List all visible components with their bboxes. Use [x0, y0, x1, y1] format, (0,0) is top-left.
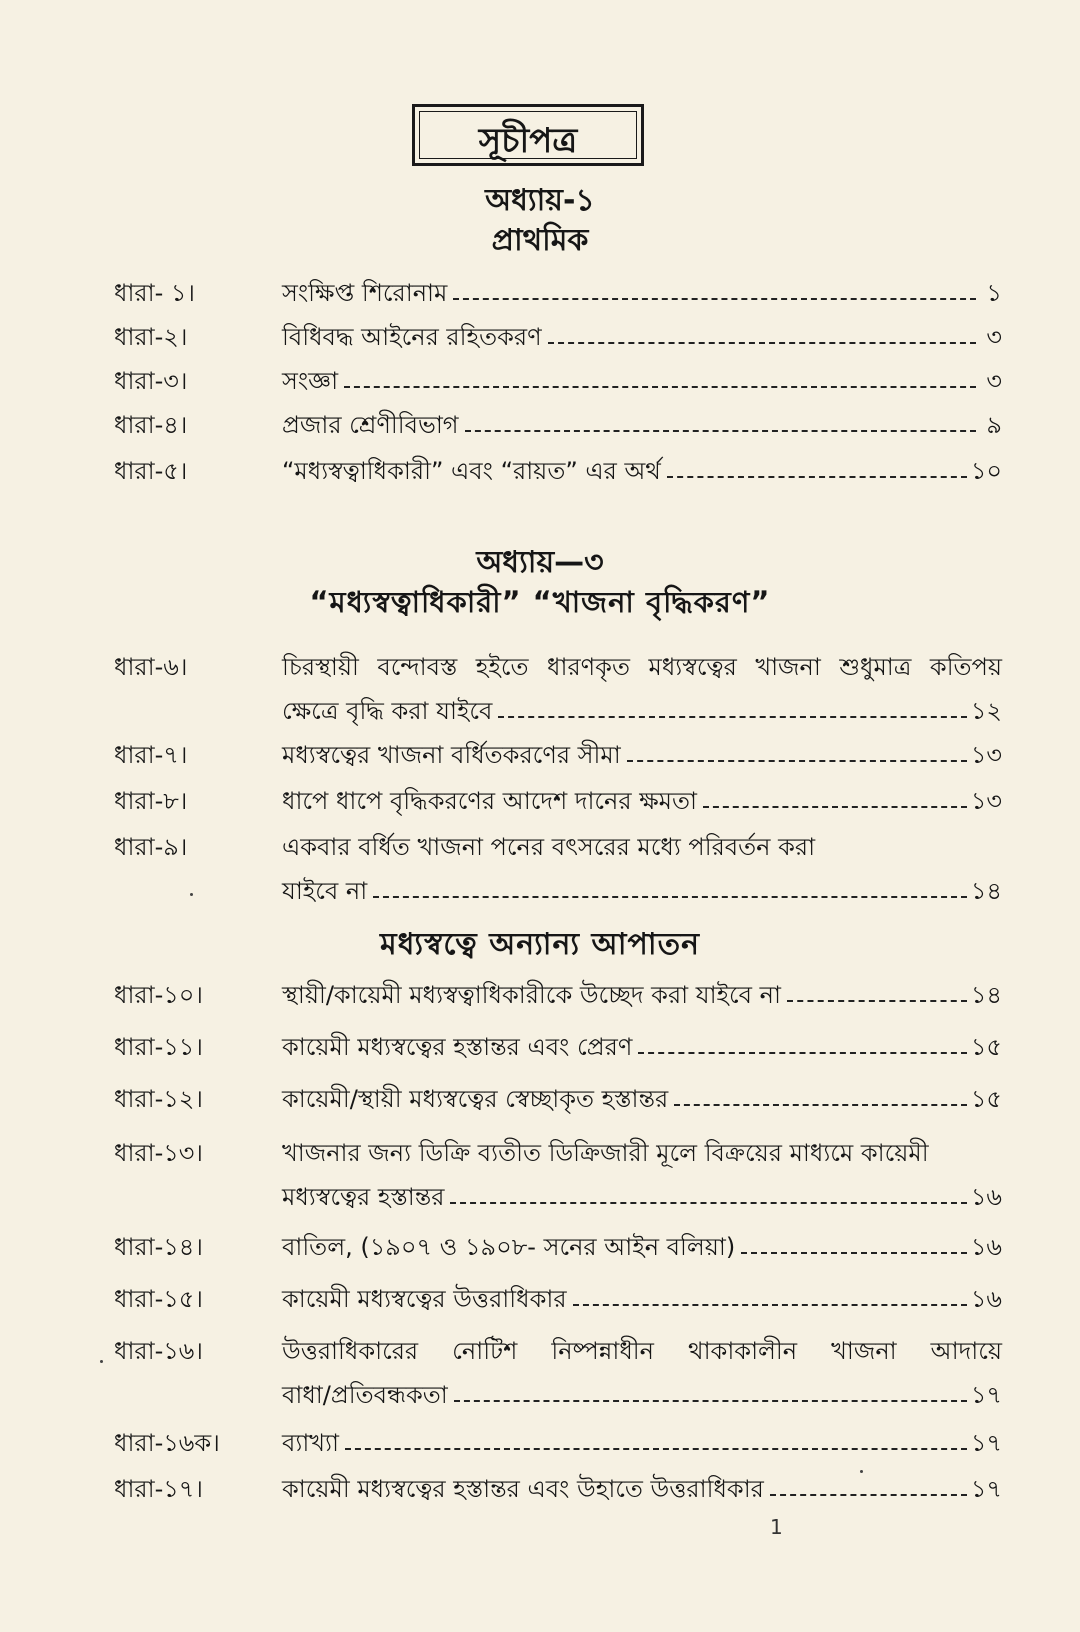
- section-number: ধারা-৩।: [114, 367, 188, 395]
- leader-dots: [770, 1494, 967, 1496]
- entry-title-continued: ক্ষেত্রে বৃদ্ধি করা যাইবে: [282, 697, 493, 725]
- page-number: ১৩: [970, 741, 1002, 769]
- leader-dots: [450, 1202, 966, 1204]
- page-number: ১৬: [970, 1285, 1002, 1313]
- page-number: ১৬: [970, 1233, 1002, 1261]
- ink-speck: [190, 893, 193, 896]
- entry-title: চিরস্থায়ী বন্দোবস্ত হইতে ধারণকৃত মধ্যস্বত্বের খাজনা শুধুমাত্র কতিপয়: [282, 653, 1002, 681]
- entry-title: মধ্যস্বত্বের খাজনা বর্ধিতকরণের সীমা: [282, 741, 621, 769]
- page-number: ৯: [986, 411, 1002, 439]
- section-number: ধারা-৪।: [114, 411, 188, 439]
- page-number: ১৫: [970, 1085, 1002, 1113]
- entry-title: ধাপে ধাপে বৃদ্ধিকরণের আদেশ দানের ক্ষমতা: [282, 787, 697, 815]
- page-number: ১৬: [970, 1183, 1002, 1211]
- page-number: ১৩: [970, 787, 1002, 815]
- title-frame: [412, 104, 644, 166]
- leader-dots: [703, 806, 967, 808]
- entry-title: কায়েমী মধ্যস্বত্বের উত্তরাধিকার: [282, 1285, 567, 1313]
- leader-dots: [638, 1052, 966, 1054]
- page-footer-mark: 1: [770, 1515, 783, 1539]
- section-number: ধারা-৭।: [114, 741, 188, 769]
- section-number: ধারা- ১।: [114, 279, 196, 307]
- section-number: ধারা-১৩।: [114, 1139, 203, 1167]
- entry-title: কায়েমী/স্থায়ী মধ্যস্বত্বের স্বেচ্ছাকৃত হস্তান্তর: [282, 1085, 669, 1113]
- section-number: ধারা-১১।: [114, 1033, 203, 1061]
- leader-dots: [345, 1448, 967, 1450]
- page-number: ১৪: [970, 981, 1002, 1009]
- section-number: ধারা-৮।: [114, 787, 188, 815]
- section-number: ধারা-২।: [114, 323, 188, 351]
- page-number: ৩: [986, 367, 1002, 395]
- leader-dots: [373, 896, 967, 898]
- entry-title: উত্তরাধিকারের নোটিশ নিষ্পন্নাধীন থাকাকালীন খাজনা আদায়ে: [282, 1337, 1002, 1365]
- page-number: ১৭: [970, 1475, 1002, 1503]
- leader-dots: [787, 1000, 967, 1002]
- section-number: ধারা-১০।: [114, 981, 203, 1009]
- leader-dots: [453, 298, 976, 300]
- entry-title: বাতিল, (১৯০৭ ও ১৯০৮- সনের আইন বলিয়া): [282, 1233, 736, 1261]
- chapter-1-heading: অধ্যায়-১: [485, 183, 595, 218]
- entry-title: বিধিবদ্ধ আইনের রহিতকরণ: [282, 323, 542, 351]
- entry-title: কায়েমী মধ্যস্বত্বের হস্তান্তর এবং উহাতে উত্তরাধিকার: [282, 1475, 764, 1503]
- section-number: ধারা-১৬ক।: [114, 1429, 220, 1457]
- page-number: ১০: [970, 457, 1002, 485]
- leader-dots: [667, 476, 967, 478]
- section-number: ধারা-১৭।: [114, 1475, 203, 1503]
- leader-dots: [627, 760, 967, 762]
- page-number: ১২: [970, 697, 1002, 725]
- ink-speck: [100, 1360, 103, 1363]
- entry-title: খাজনার জন্য ডিক্রি ব্যতীত ডিক্রিজারী মূলে বিক্রয়ের মাধ্যমে কায়েমী: [282, 1139, 929, 1167]
- leader-dots: [498, 716, 966, 718]
- page-title: সূচীপত্র: [478, 121, 578, 161]
- entry-title-continued: বাধা/প্রতিবন্ধকতা: [282, 1381, 448, 1409]
- leader-dots: [548, 342, 976, 344]
- entry-title: প্রজার শ্রেণীবিভাগ: [282, 411, 459, 439]
- leader-dots: [465, 430, 976, 432]
- entry-title: ব্যাখ্যা: [282, 1429, 339, 1457]
- chapter-3-subheading: “মধ্যস্বত্বাধিকারী” “খাজনা বৃদ্ধিকরণ”: [309, 585, 771, 619]
- page-number: ১৪: [970, 877, 1002, 905]
- section-number: ধারা-১৫।: [114, 1285, 203, 1313]
- entry-title: “মধ্যস্বত্বাধিকারী” এবং “রায়ত” এর অর্থ: [282, 457, 661, 485]
- entry-title: স্থায়ী/কায়েমী মধ্যস্বত্বাধিকারীকে উচ্ছেদ করা যাইবে না: [282, 981, 781, 1009]
- leader-dots: [674, 1104, 967, 1106]
- section-number: ধারা-৫।: [114, 457, 188, 485]
- ink-speck: [860, 1470, 863, 1473]
- entry-title: সংক্ষিপ্ত শিরোনাম: [282, 279, 448, 307]
- entry-title: কায়েমী মধ্যস্বত্বের হস্তান্তর এবং প্রেরণ: [282, 1033, 633, 1061]
- leader-dots: [573, 1304, 967, 1306]
- chapter-1-subheading: প্রাথমিক: [491, 223, 589, 258]
- section-number: ধারা-৬।: [114, 653, 188, 681]
- leader-dots: [344, 386, 976, 388]
- entry-title-continued: যাইবে না: [282, 877, 368, 905]
- page-number: ১: [986, 279, 1002, 307]
- page-number: ১৭: [970, 1381, 1002, 1409]
- page-number: ৩: [986, 323, 1002, 351]
- section-number: ধারা-৯।: [114, 833, 188, 861]
- section-number: ধারা-১৪।: [114, 1233, 203, 1261]
- entry-title: একবার বর্ধিত খাজনা পনের বৎসরের মধ্যে পরিবর্তন করা: [282, 833, 816, 861]
- section-number: ধারা-১২।: [114, 1085, 203, 1113]
- section-number: ধারা-১৬।: [114, 1337, 203, 1365]
- chapter-3-heading: অধ্যায়—৩: [476, 545, 604, 580]
- leader-dots: [454, 1400, 967, 1402]
- entry-title-continued: মধ্যস্বত্বের হস্তান্তর: [282, 1183, 445, 1211]
- entry-title: সংজ্ঞা: [282, 367, 339, 395]
- page-number: ১৭: [970, 1429, 1002, 1457]
- subsection-heading: মধ্যস্বত্বে অন্যান্য আপাতন: [379, 927, 701, 962]
- page-number: ১৫: [970, 1033, 1002, 1061]
- leader-dots: [741, 1252, 967, 1254]
